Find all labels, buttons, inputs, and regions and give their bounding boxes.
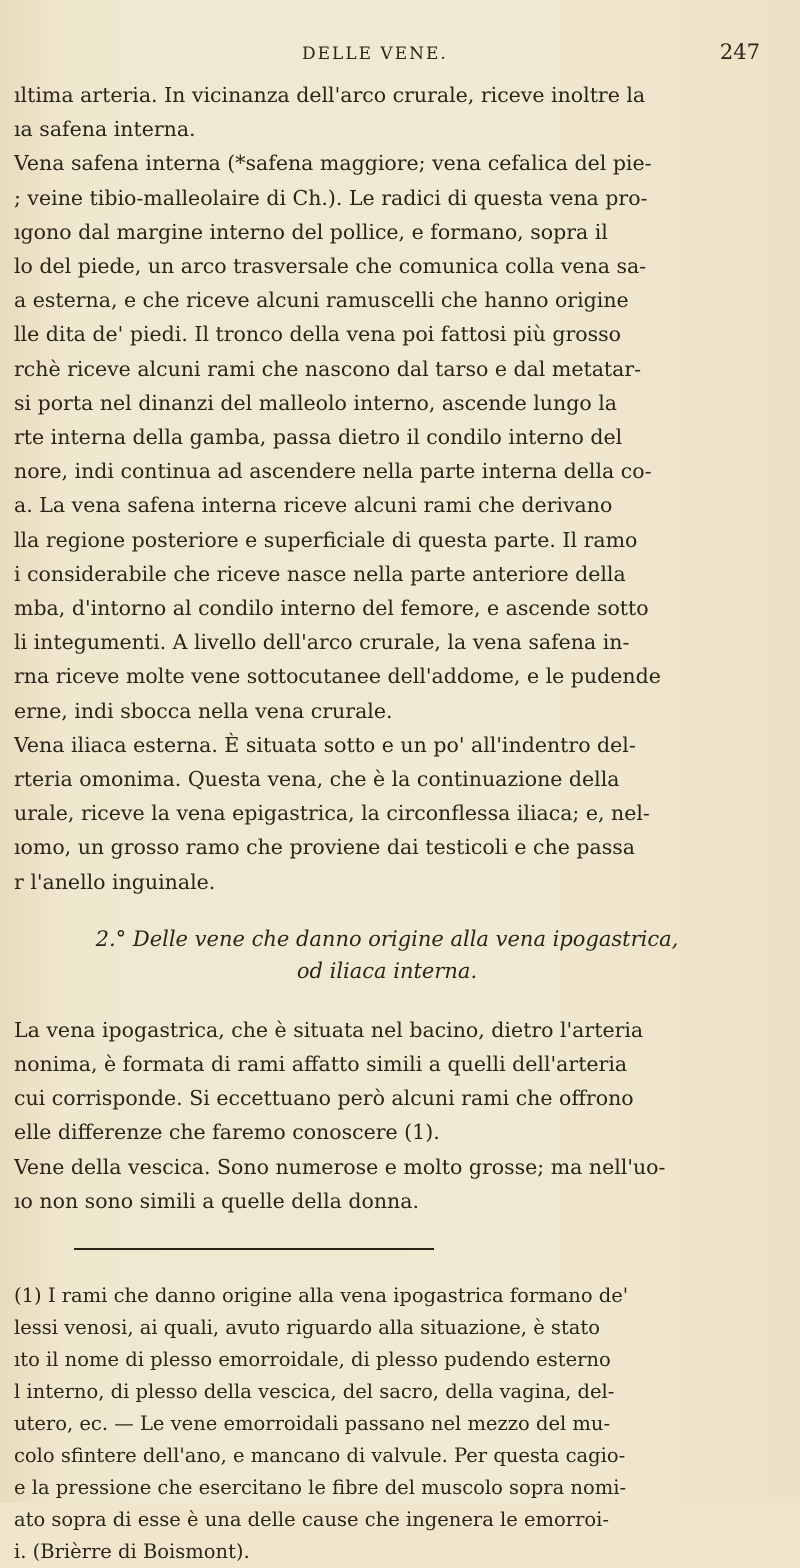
text-line: a esterna, e che riceve alcuni ramuscelli che hanno origine	[14, 288, 629, 313]
section-heading-line-1: 2.° Delle vene che danno origine alla vena ipogastrica,	[95, 926, 679, 951]
footnote-line: e la pressione che esercitano le fibre del muscolo sopra nomi-	[14, 1476, 627, 1500]
text-line: r l'anello inguinale.	[14, 869, 216, 894]
text-line: cui corrisponde. Si eccettuano però alcuni rami che offrono	[14, 1086, 634, 1111]
text-line: La vena ipogastrica, che è situata nel bacino, dietro l'arteria	[14, 1017, 644, 1042]
footnote-line: ıto il nome di plesso emorroidale, di plesso pudendo esterno	[14, 1348, 611, 1372]
text-line: lle dita de' piedi. Il tronco della vena poi fattosi più grosso	[14, 322, 622, 347]
page-number: 247	[719, 40, 760, 64]
text-line: ıomo, un grosso ramo che proviene dai testicoli e che passa	[14, 835, 635, 860]
text-line: mba, d'intorno al condilo interno del femore, e ascende sotto	[14, 596, 649, 621]
footnote	[14, 1280, 760, 1568]
text-line: ıo non sono simili a quelle della donna.	[14, 1188, 419, 1213]
body-text-top	[14, 78, 760, 899]
text-line: rte interna della gamba, passa dietro il condilo interno del	[14, 425, 623, 450]
text-line: i considerabile che riceve nasce nella parte anteriore della	[14, 561, 626, 586]
text-line: rteria omonima. Questa vena, che è la continuazione della	[14, 767, 620, 792]
text-line: Vena iliaca esterna. È situata sotto e un po' all'indentro del-	[14, 732, 636, 757]
text-line: Vena safena interna (*safena maggiore; vena cefalica del pie-	[14, 151, 652, 176]
text-line: ıgono dal margine interno del pollice, e formano, sopra il	[14, 219, 608, 244]
footnote-line: (1) I rami che danno origine alla vena ipogastrica formano de'	[14, 1284, 629, 1308]
text-line: Vene della vescica. Sono numerose e molto grosse; ma nell'uo-	[14, 1154, 666, 1179]
running-head: DELLE VENE.	[302, 44, 448, 64]
text-line: nore, indi continua ad ascendere nella parte interna della co-	[14, 459, 652, 484]
text-line: rchè riceve alcuni rami che nascono dal tarso e dal metatar-	[14, 356, 642, 381]
body-text-mid	[14, 1013, 760, 1218]
text-line: lo del piede, un arco trasversale che comunica colla vena sa-	[14, 254, 647, 279]
text-line: nonima, è formata di rami affatto simili a quelli dell'arteria	[14, 1052, 628, 1077]
text-line: lla regione posteriore e superficiale di questa parte. Il ramo	[14, 527, 638, 552]
section-heading-line-2: od iliaca interna.	[296, 958, 478, 983]
footnote-line: colo sfintere dell'ano, e mancano di valvule. Per questa cagio-	[14, 1444, 626, 1468]
text-line: erne, indi sbocca nella vena crurale.	[14, 698, 393, 723]
footnote-line: utero, ec. — Le vene emorroidali passano nel mezzo del mu-	[14, 1412, 611, 1436]
text-line: ıltima arteria. In vicinanza dell'arco crurale, riceve inoltre la	[14, 83, 646, 107]
footnote-line: i. (Brièrre di Boismont).	[14, 1540, 250, 1564]
text-line: si porta nel dinanzi del malleolo interno, ascende lungo la	[14, 390, 617, 415]
footnote-line: l interno, di plesso della vescica, del sacro, della vagina, del-	[14, 1380, 615, 1404]
text-line: a. La vena safena interna riceve alcuni rami che derivano	[14, 493, 613, 518]
page-header	[14, 38, 760, 78]
text-line: li integumenti. A livello dell'arco crurale, la vena safena in-	[14, 630, 630, 655]
text-line: elle differenze che faremo conoscere (1).	[14, 1120, 440, 1145]
section-heading	[14, 923, 760, 987]
text-line: ıa safena interna.	[14, 117, 196, 142]
footnote-line: lessi venosi, ai quali, avuto riguardo alla situazione, è stato	[14, 1316, 600, 1340]
text-line: rna riceve molte vene sottocutanee dell'addome, e le pudende	[14, 664, 661, 689]
footnote-divider	[74, 1248, 434, 1250]
text-line: urale, riceve la vena epigastrica, la circonflessa iliaca; e, nel-	[14, 801, 650, 826]
text-line: ; veine tibio-malleolaire di Ch.). Le radici di questa vena pro-	[14, 185, 648, 210]
footnote-line: ato sopra di esse è una delle cause che ingenera le emorroi-	[14, 1508, 609, 1532]
